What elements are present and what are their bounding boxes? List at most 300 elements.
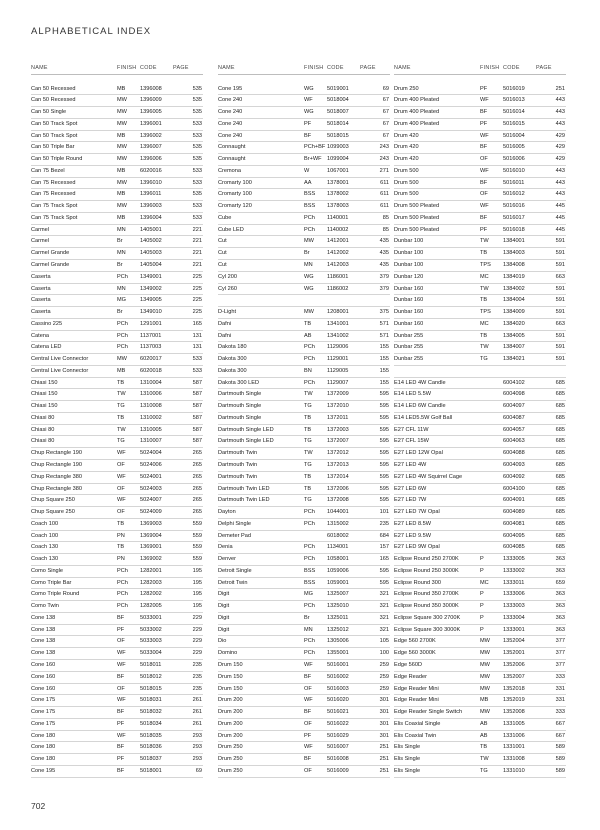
entry-finish: [480, 413, 503, 424]
entry-code: 1384001: [503, 238, 525, 245]
column-header: [394, 62, 566, 75]
entry-finish: PCh: [304, 509, 315, 516]
entry-finish: AA: [304, 179, 312, 186]
entry-page: 301: [379, 709, 389, 716]
entry-name: Cone 160: [31, 662, 56, 669]
entry-name: E27 LED 9.5W: [394, 532, 431, 539]
entry-finish: MW: [480, 685, 490, 692]
entry-finish: TPS: [480, 309, 491, 316]
entry-page: 535: [192, 85, 202, 92]
entry-code: 5033001: [140, 614, 162, 621]
entry-name: Dartmouth Single LED: [218, 438, 274, 445]
entry-finish: P: [480, 614, 484, 621]
entry-name: Eclipse Round 250 2700K: [394, 556, 459, 563]
entry-finish: TG: [304, 497, 312, 504]
entry-name: Drum 420: [394, 144, 419, 151]
entry-page: 225: [192, 273, 202, 280]
entry-code: 1058001: [327, 556, 349, 563]
entry-finish: PCh: [304, 344, 315, 351]
entry-code: 1140001: [327, 214, 349, 221]
entry-page: 265: [192, 450, 202, 457]
entry-page: 195: [192, 603, 202, 610]
entry-finish: BSS: [304, 203, 316, 210]
entry-page: 261: [192, 697, 202, 704]
index-row: [218, 342, 390, 354]
entry-finish: Br: [117, 261, 123, 268]
entry-name: Carmel Grande: [31, 261, 70, 268]
entry-code: 1349001: [140, 273, 162, 280]
entry-code: 5024004: [140, 450, 162, 457]
entry-name: Elis Coaxial Twin: [394, 732, 437, 739]
entry-page: 301: [379, 697, 389, 704]
entry-code: 1291001: [140, 320, 162, 327]
entry-name: Cone 138: [31, 650, 56, 657]
entry-code: 5033002: [140, 626, 162, 633]
index-rows: [218, 84, 390, 778]
entry-code: 5016012: [503, 191, 525, 198]
index-row: [394, 566, 566, 578]
index-row: [31, 754, 203, 766]
index-row: [31, 719, 203, 731]
index-row: [31, 542, 203, 554]
entry-name: Dartmouth Twin: [218, 462, 258, 468]
entry-name: E14 LED 5.5W: [394, 391, 431, 398]
entry-name: Dunbar 255: [394, 332, 424, 339]
entry-code: 1352007: [503, 673, 525, 680]
entry-page: 533: [192, 367, 202, 374]
entry-code: [327, 295, 360, 306]
header-code: CODE: [503, 65, 520, 71]
index-row: [394, 260, 566, 272]
entry-finish: TB: [117, 520, 125, 527]
entry-page: 293: [192, 744, 202, 751]
entry-page: 251: [555, 85, 565, 92]
index-row: [218, 107, 390, 119]
index-row: [394, 707, 566, 719]
index-row: [218, 166, 390, 178]
entry-name: Carmel Grande: [31, 250, 70, 257]
entry-code: 6020017: [140, 356, 162, 363]
entry-page: 595: [379, 579, 389, 586]
entry-name: E27 LED 4W: [394, 462, 427, 468]
entry-code: 5016011: [503, 179, 525, 186]
entry-finish: TW: [304, 450, 313, 457]
entry-name: Can 50 Recessed: [31, 85, 76, 92]
entry-finish: PCh: [117, 320, 128, 327]
entry-name: Drum 250: [218, 744, 243, 751]
entry-finish: OF: [117, 509, 125, 516]
entry-finish: P: [480, 567, 484, 574]
entry-page: 587: [192, 426, 202, 433]
entry-name: Cone 195: [31, 767, 56, 774]
entry-page: 157: [379, 544, 389, 551]
entry-finish: MN: [117, 250, 126, 257]
index-row: [31, 272, 203, 284]
entry-name: Can 50 Track Spot: [31, 120, 78, 127]
entry-name: Dakota 180: [218, 344, 247, 351]
entry-page: 685: [555, 544, 565, 551]
entry-name: Drum 250: [218, 756, 243, 763]
index-row: [218, 413, 390, 425]
entry-code: 5016016: [503, 203, 525, 210]
entry-code: 5033004: [140, 650, 162, 657]
index-row: [218, 460, 390, 472]
entry-page: 611: [380, 203, 389, 210]
entry-finish: [480, 366, 503, 377]
entry-finish: TPS: [480, 261, 491, 268]
entry-page: 611: [380, 191, 389, 198]
entry-finish: WF: [117, 473, 126, 480]
entry-page: 595: [379, 567, 389, 574]
entry-page: 321: [379, 591, 389, 598]
entry-page: 251: [379, 756, 389, 763]
entry-name: E27 LED 7W: [394, 497, 427, 504]
entry-page: 685: [555, 497, 565, 504]
entry-page: 595: [379, 414, 389, 421]
entry-finish: MW: [480, 709, 490, 716]
entry-finish: [480, 425, 503, 436]
index-row: [31, 731, 203, 743]
entry-code: 5018014: [327, 120, 349, 127]
entry-page: 67: [382, 120, 389, 127]
entry-finish: MW: [480, 662, 490, 669]
entry-code: 1352006: [503, 662, 525, 669]
entry-name: Dartmouth Single: [218, 403, 262, 410]
index-row: [31, 107, 203, 119]
index-row: [218, 472, 390, 484]
entry-finish: PCh: [304, 379, 315, 386]
entry-finish: MG: [117, 297, 127, 304]
entry-finish: TB: [480, 744, 488, 751]
entry-name: Demeter Pad: [218, 532, 251, 539]
entry-code: 1372010: [327, 403, 349, 410]
index-row: [218, 201, 390, 213]
entry-page: 443: [555, 120, 565, 127]
entry-code: 5018012: [140, 673, 162, 680]
entry-finish: BF: [117, 614, 125, 621]
entry-name: Chiasi 80: [31, 426, 55, 433]
entry-page: 229: [192, 650, 202, 657]
entry-page: 535: [192, 109, 202, 116]
index-row: [394, 213, 566, 225]
entry-finish: PCh: [117, 567, 128, 574]
entry-page: 591: [555, 309, 565, 316]
entry-name: Chup Rectangle 380: [31, 473, 83, 480]
entry-finish: TW: [480, 238, 489, 245]
entry-name: Cone 240: [218, 120, 243, 127]
index-row: [31, 331, 203, 343]
entry-name: Connaught: [218, 156, 246, 163]
entry-finish: OF: [117, 462, 125, 468]
entry-name: Dio: [218, 638, 227, 645]
index-row: [31, 766, 203, 778]
entry-page: 243: [379, 144, 389, 151]
index-row: [218, 307, 390, 319]
entry-finish: TW: [117, 426, 126, 433]
entry-finish: PF: [117, 720, 125, 727]
entry-finish: OF: [480, 191, 488, 198]
entry-page: 435: [379, 261, 389, 268]
entry-name: Cone 180: [31, 744, 56, 751]
entry-name: Can 50 Recessed: [31, 97, 76, 104]
entry-name: Drum 400 Pleated: [394, 109, 440, 116]
index-row: [218, 448, 390, 460]
entry-code: 1333001: [503, 626, 525, 633]
index-row: [394, 507, 566, 519]
entry-code: 1384019: [503, 273, 525, 280]
index-row: [394, 413, 566, 425]
entry-page: 67: [382, 132, 389, 139]
entry-code: 1396004: [140, 214, 162, 221]
entry-code: 1331008: [503, 756, 525, 763]
entry-name: Coach 130: [31, 544, 59, 551]
entry-finish: BF: [117, 767, 125, 774]
entry-name: Como Twin: [31, 603, 59, 610]
entry-finish: W: [304, 167, 310, 174]
entry-finish: WF: [117, 497, 126, 504]
index-row: [31, 201, 203, 213]
index-row: [218, 272, 390, 284]
entry-name: Cyl 260: [218, 285, 237, 292]
index-row: [31, 366, 203, 378]
index-row: [394, 436, 566, 448]
index-row: [394, 319, 566, 331]
entry-code: 1372011: [327, 414, 349, 421]
entry-finish: WG: [304, 85, 314, 92]
entry-code: 1396009: [140, 97, 162, 104]
entry-code: 1310005: [140, 426, 162, 433]
entry-page: 261: [192, 709, 202, 716]
entry-finish: BF: [304, 709, 312, 716]
index-row: [394, 589, 566, 601]
entry-page: 589: [555, 744, 565, 751]
entry-finish: PCh: [117, 344, 128, 351]
entry-finish: PCh: [117, 332, 128, 339]
entry-name: Eclipse Square 300 2700K: [394, 614, 461, 621]
entry-code: 1378003: [327, 203, 349, 210]
entry-page: 559: [192, 556, 202, 563]
index-row: [394, 636, 566, 648]
entry-finish: TB: [304, 320, 312, 327]
entry-page: 265: [192, 462, 202, 468]
entry-page: 435: [379, 250, 389, 257]
entry-page: 591: [555, 356, 565, 363]
column-header: [218, 62, 390, 75]
entry-finish: P: [480, 603, 484, 610]
entry-code: 1099003: [327, 144, 349, 151]
index-row: [218, 284, 390, 296]
entry-finish: BF: [117, 673, 125, 680]
entry-name: Can 50 Track Spot: [31, 132, 78, 139]
entry-name: Coach 100: [31, 520, 59, 527]
entry-name: Cyl 200: [218, 273, 237, 280]
entry-page: 685: [555, 532, 565, 539]
entry-page: 587: [192, 379, 202, 386]
entry-finish: WG: [304, 273, 314, 280]
entry-page: 105: [379, 638, 389, 645]
entry-code: 1333004: [503, 614, 525, 621]
entry-page: 363: [555, 603, 565, 610]
entry-finish: WF: [480, 97, 489, 104]
entry-name: Chiasi 150: [31, 379, 58, 386]
index-row: [31, 660, 203, 672]
entry-name: Drum 420: [394, 132, 419, 139]
entry-page: 265: [192, 509, 202, 516]
entry-finish: [480, 472, 503, 483]
index-row: [31, 295, 203, 307]
entry-code: 1325007: [327, 591, 349, 598]
entry-name: Chiasi 150: [31, 391, 58, 398]
entry-finish: TG: [117, 438, 125, 445]
entry-name: Dunbar 160: [394, 309, 424, 316]
index-row: [218, 648, 390, 660]
index-row: [394, 342, 566, 354]
entry-name: Elis Single: [394, 744, 421, 751]
entry-finish: BSS: [304, 191, 316, 198]
entry-name: Drum 200: [218, 697, 243, 704]
index-row: [31, 672, 203, 684]
header-code: CODE: [327, 65, 344, 71]
index-row: [31, 142, 203, 154]
index-row: [31, 742, 203, 754]
entry-code: 1372013: [327, 462, 349, 468]
entry-code: 6004091: [503, 497, 525, 504]
entry-finish: MW: [117, 120, 127, 127]
entry-name: Drum 500: [394, 191, 419, 198]
entry-code: 1282001: [140, 567, 162, 574]
entry-name: Domino: [218, 650, 238, 657]
entry-code: 5018011: [140, 662, 162, 669]
entry-finish: BF: [117, 744, 125, 751]
entry-page: 685: [555, 426, 565, 433]
entry-code: 1372007: [327, 438, 349, 445]
index-row: [218, 601, 390, 613]
entry-code: 1384002: [503, 285, 525, 292]
entry-page: 591: [555, 250, 565, 257]
entry-finish: [480, 401, 503, 412]
entry-page: 379: [379, 285, 389, 292]
entry-page: 429: [555, 132, 565, 139]
entry-finish: OF: [117, 485, 125, 492]
index-row: [31, 707, 203, 719]
entry-code: 5016018: [503, 226, 525, 233]
entry-name: Cone 240: [218, 132, 243, 139]
entry-finish: TB: [304, 485, 312, 492]
entry-code: 1059001: [327, 579, 349, 586]
entry-finish: BF: [480, 144, 488, 151]
entry-finish: [480, 519, 503, 530]
entry-page: 67: [382, 97, 389, 104]
entry-finish: AB: [304, 332, 312, 339]
index-row: [31, 307, 203, 319]
entry-code: 1405004: [140, 261, 162, 268]
entry-code: 5018004: [327, 97, 349, 104]
entry-name: Can 50 Triple Round: [31, 156, 83, 163]
entry-code: 1305006: [327, 638, 349, 645]
entry-page: 595: [379, 462, 389, 468]
entry-name: Elis Coaxial Single: [394, 720, 441, 727]
entry-name: Cone 240: [218, 97, 243, 104]
entry-page: 377: [555, 650, 565, 657]
index-row: [218, 331, 390, 343]
header-page: PAGE: [173, 65, 189, 71]
entry-code: 1405002: [140, 238, 162, 245]
entry-finish: TB: [480, 332, 488, 339]
entry-page: 595: [379, 497, 389, 504]
entry-name: D-Light: [218, 309, 237, 316]
entry-name: Cone 160: [31, 685, 56, 692]
entry-name: Dunbar 160: [394, 297, 424, 304]
index-row: [394, 495, 566, 507]
entry-name: Digit: [218, 626, 230, 633]
entry-code: 1412001: [327, 238, 349, 245]
entry-code: 1282002: [140, 591, 162, 598]
entry-page: 591: [555, 332, 565, 339]
index-row: [218, 625, 390, 637]
index-row: [31, 248, 203, 260]
index-row: [218, 131, 390, 143]
entry-finish: PCh: [304, 356, 315, 363]
entry-finish: MB: [480, 697, 489, 704]
entry-finish: P: [480, 556, 484, 563]
entry-finish: MB: [117, 214, 126, 221]
entry-name: Caserta: [31, 273, 51, 280]
entry-finish: MB: [117, 367, 126, 374]
entry-name: Cone 175: [31, 720, 56, 727]
entry-page: 259: [379, 673, 389, 680]
entry-name: Cremona: [218, 167, 242, 174]
entry-code: 1349002: [140, 285, 162, 292]
entry-finish: PN: [117, 532, 125, 539]
index-row: [31, 695, 203, 707]
entry-finish: MC: [480, 579, 489, 586]
entry-finish: TW: [480, 756, 489, 763]
index-row: [218, 613, 390, 625]
index-row: [218, 636, 390, 648]
index-row: [394, 307, 566, 319]
index-row: [218, 578, 390, 590]
index-row: [394, 554, 566, 566]
entry-name: Eclipse Round 350 3000K: [394, 603, 459, 610]
entry-name: Dartmouth Single: [218, 414, 262, 421]
entry-page: 131: [192, 344, 202, 351]
index-row: [31, 119, 203, 131]
index-row: [394, 542, 566, 554]
entry-code: 5016014: [503, 109, 525, 116]
entry-code: 5018015: [140, 685, 162, 692]
entry-name: Elis Single: [394, 756, 421, 763]
index-row: [218, 566, 390, 578]
entry-name: [218, 295, 304, 306]
entry-code: 1384007: [503, 344, 525, 351]
entry-name: E14 LED 6W Candle: [394, 403, 446, 410]
entry-finish: TB: [304, 426, 312, 433]
entry-finish: OF: [117, 638, 125, 645]
entry-name: Caserta: [31, 309, 51, 316]
entry-page: 225: [192, 285, 202, 292]
entry-finish: OF: [304, 767, 312, 774]
entry-name: Can 75 Bezel: [31, 167, 65, 174]
entry-page: 587: [192, 438, 202, 445]
index-row: [394, 331, 566, 343]
entry-finish: TW: [304, 391, 313, 398]
index-row: [31, 413, 203, 425]
entry-page: 235: [192, 662, 202, 669]
entry-page: 685: [555, 473, 565, 480]
entry-name: Dunbar 255: [394, 356, 424, 363]
index-row: [394, 131, 566, 143]
entry-name: Chiasi 150: [31, 403, 58, 410]
